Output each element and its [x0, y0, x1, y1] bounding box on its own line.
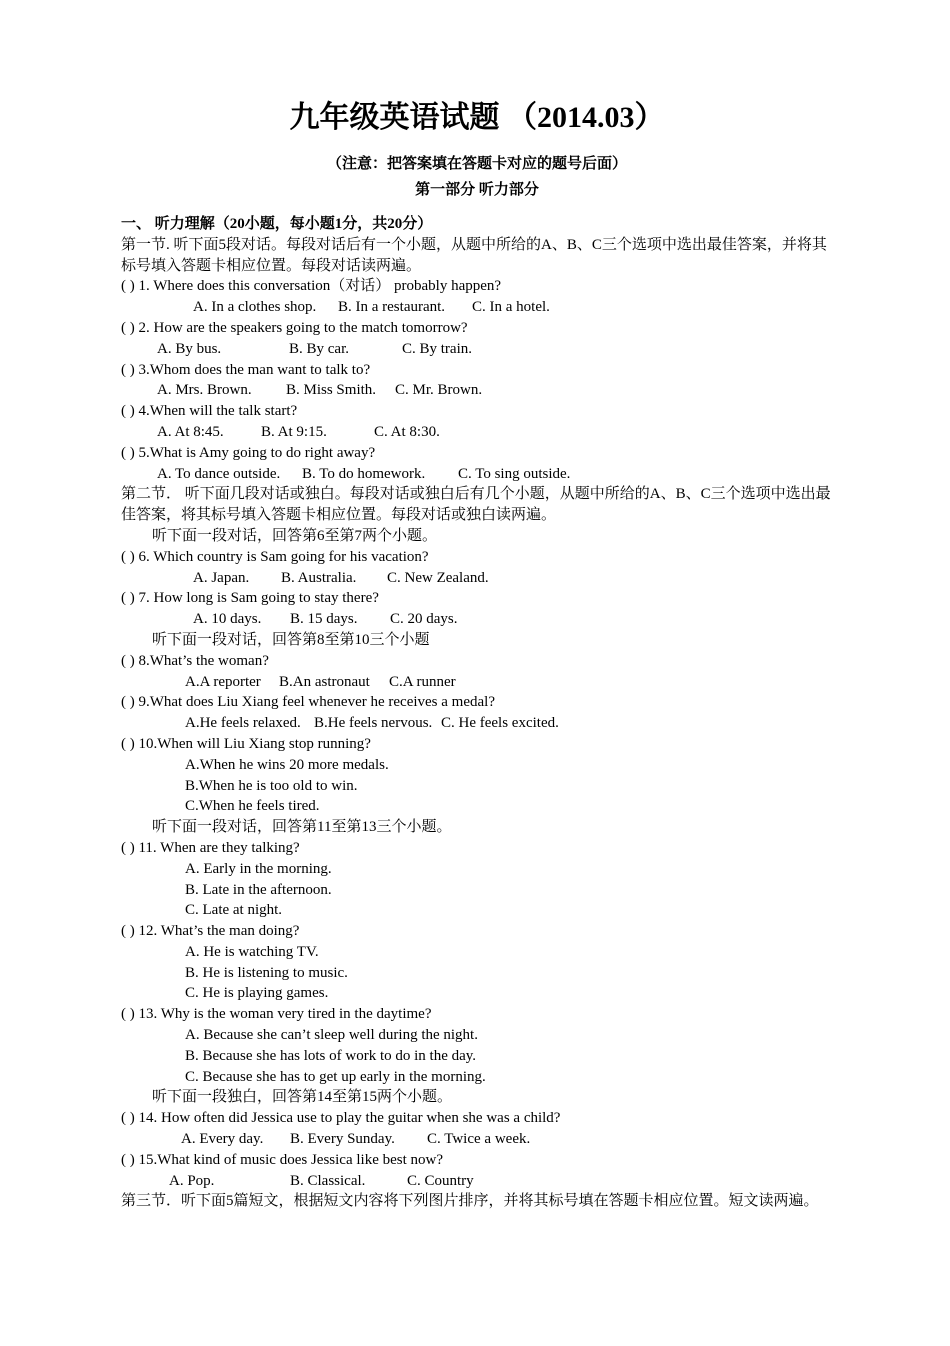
option-c: C. Because she has to get up early in the morning.: [185, 1068, 486, 1085]
option-b: B. Classical.: [290, 1172, 366, 1189]
option-b: B. To do homework.: [302, 465, 426, 482]
option-c: C. To sing outside.: [458, 465, 571, 482]
page-title: 九年级英语试题 （2014.03）: [289, 101, 665, 134]
option-b: B. Miss Smith.: [286, 382, 377, 399]
section2-intro: 第二节． 听下面几段对话或独白。每段对话或独白后有几个小题，从题中所给的A、B、C三个选项中选出最佳答案，将其标号填入答题卡相应位置。每段对话或独白读两遍。: [121, 486, 831, 524]
option-c: C. Mr. Brown.: [395, 382, 483, 399]
listen-instruction: 听下面一段对话，回答第11至第13三个小题。: [152, 819, 452, 836]
question-1: ( ) 1. Where does this conversation（对话） probably happen?: [121, 278, 502, 295]
exam-note: （注意：把答案填在答题卡对应的题号后面）: [326, 156, 627, 172]
options-8: [121, 672, 833, 693]
section-heading: 一、 听力理解（20小题，每小题1分，共20分）: [121, 216, 433, 232]
option-c: C.When he feels tired.: [185, 798, 320, 815]
option-c: C. At 8:30.: [374, 423, 440, 440]
option-c: C. 20 days.: [390, 611, 458, 628]
option-b: B.An astronaut: [279, 673, 370, 690]
option-a: A. 10 days.: [193, 611, 262, 628]
option-c: C. New Zealand.: [387, 569, 489, 586]
option-a: A. At 8:45.: [157, 423, 224, 440]
option-b: B.When he is too old to win.: [185, 777, 358, 794]
options-15: [121, 1171, 833, 1192]
option-a: A.A reporter: [185, 673, 261, 690]
option-a: A. Every day.: [181, 1131, 264, 1148]
option-a: A.When he wins 20 more medals.: [185, 756, 389, 773]
option-c: C. In a hotel.: [472, 299, 550, 316]
listen-instruction: 听下面一段对话，回答第8至第10三个小题: [152, 631, 430, 648]
option-b: B. Late in the afternoon.: [185, 881, 332, 898]
option-a: A. In a clothes shop.: [193, 299, 317, 316]
options-5: [121, 464, 833, 485]
options-1: [121, 297, 833, 318]
question-6: ( ) 6. Which country is Sam going for his vacation?: [121, 548, 429, 565]
question-9: ( ) 9.What does Liu Xiang feel whenever he receives a medal?: [121, 694, 495, 711]
options-6: [121, 568, 833, 589]
options-9: [121, 713, 833, 734]
option-c: C. Twice a week.: [427, 1131, 531, 1148]
option-c: C. He feels excited.: [441, 715, 559, 732]
options-4: [121, 422, 833, 443]
section3-intro: 第三节．听下面5篇短文，根据短文内容将下列图片排序，并将其标号填在答题卡相应位置。短文读两遍。: [121, 1193, 819, 1210]
exam-page: [121, 96, 833, 1212]
option-a: A. By bus.: [157, 340, 222, 357]
option-b: B. 15 days.: [290, 611, 358, 628]
options-7: [121, 609, 833, 630]
option-c: C. Country: [407, 1172, 474, 1189]
listen-instruction: 听下面一段对话，回答第6至第7两个小题。: [152, 527, 438, 544]
question-3: ( ) 3.Whom does the man want to talk to?: [121, 361, 371, 378]
option-b: B. He is listening to music.: [185, 964, 348, 981]
question-12: ( ) 12. What’s the man doing?: [121, 923, 300, 940]
option-b: B. Because she has lots of work to do in the day.: [185, 1047, 477, 1064]
question-14: ( ) 14. How often did Jessica use to play the guitar when she was a child?: [121, 1110, 561, 1127]
question-2: ( ) 2. How are the speakers going to the match tomorrow?: [121, 319, 468, 336]
option-a: A. Mrs. Brown.: [157, 382, 252, 399]
option-c: C.A runner: [389, 673, 456, 690]
question-4: ( ) 4.When will the talk start?: [121, 403, 298, 420]
option-a: A. Pop.: [169, 1172, 215, 1189]
section1-intro: 第一节. 听下面5段对话。每段对话后有一个小题，从题中所给的A、B、C三个选项中选出最佳答案，并将其标号填入答题卡相应位置。每段对话读两遍。: [121, 236, 827, 274]
question-13: ( ) 13. Why is the woman very tired in the daytime?: [121, 1006, 432, 1023]
question-5: ( ) 5.What is Amy going to do right away?: [121, 444, 376, 461]
option-c: C. By train.: [402, 340, 472, 357]
option-b: B. Australia.: [281, 569, 357, 586]
options-3: [121, 380, 833, 401]
option-a: A.He feels relaxed.: [185, 715, 301, 732]
option-c: C. He is playing games.: [185, 985, 329, 1002]
listen-instruction: 听下面一段独白，回答第14至第15两个小题。: [152, 1089, 453, 1106]
question-7: ( ) 7. How long is Sam going to stay there?: [121, 590, 379, 607]
option-a: A. To dance outside.: [157, 465, 281, 482]
question-10: ( ) 10.When will Liu Xiang stop running?: [121, 735, 371, 752]
question-11: ( ) 11. When are they talking?: [121, 839, 300, 856]
option-b: B. At 9:15.: [261, 423, 327, 440]
option-a: A. Because she can’t sleep well during the night.: [185, 1027, 478, 1044]
options-14: [121, 1129, 833, 1150]
option-c: C. Late at night.: [185, 902, 283, 919]
option-b: B. By car.: [289, 340, 349, 357]
option-a: A. Early in the morning.: [185, 860, 332, 877]
option-b: B.He feels nervous.: [314, 715, 433, 732]
question-8: ( ) 8.What’s the woman?: [121, 652, 269, 669]
option-b: B. In a restaurant.: [338, 299, 446, 316]
part-heading: 第一部分 听力部分: [415, 182, 539, 198]
option-a: A. Japan.: [193, 569, 250, 586]
option-a: A. He is watching TV.: [185, 943, 319, 960]
question-15: ( ) 15.What kind of music does Jessica like best now?: [121, 1151, 444, 1168]
option-b: B. Every Sunday.: [290, 1131, 395, 1148]
options-2: [121, 339, 833, 360]
